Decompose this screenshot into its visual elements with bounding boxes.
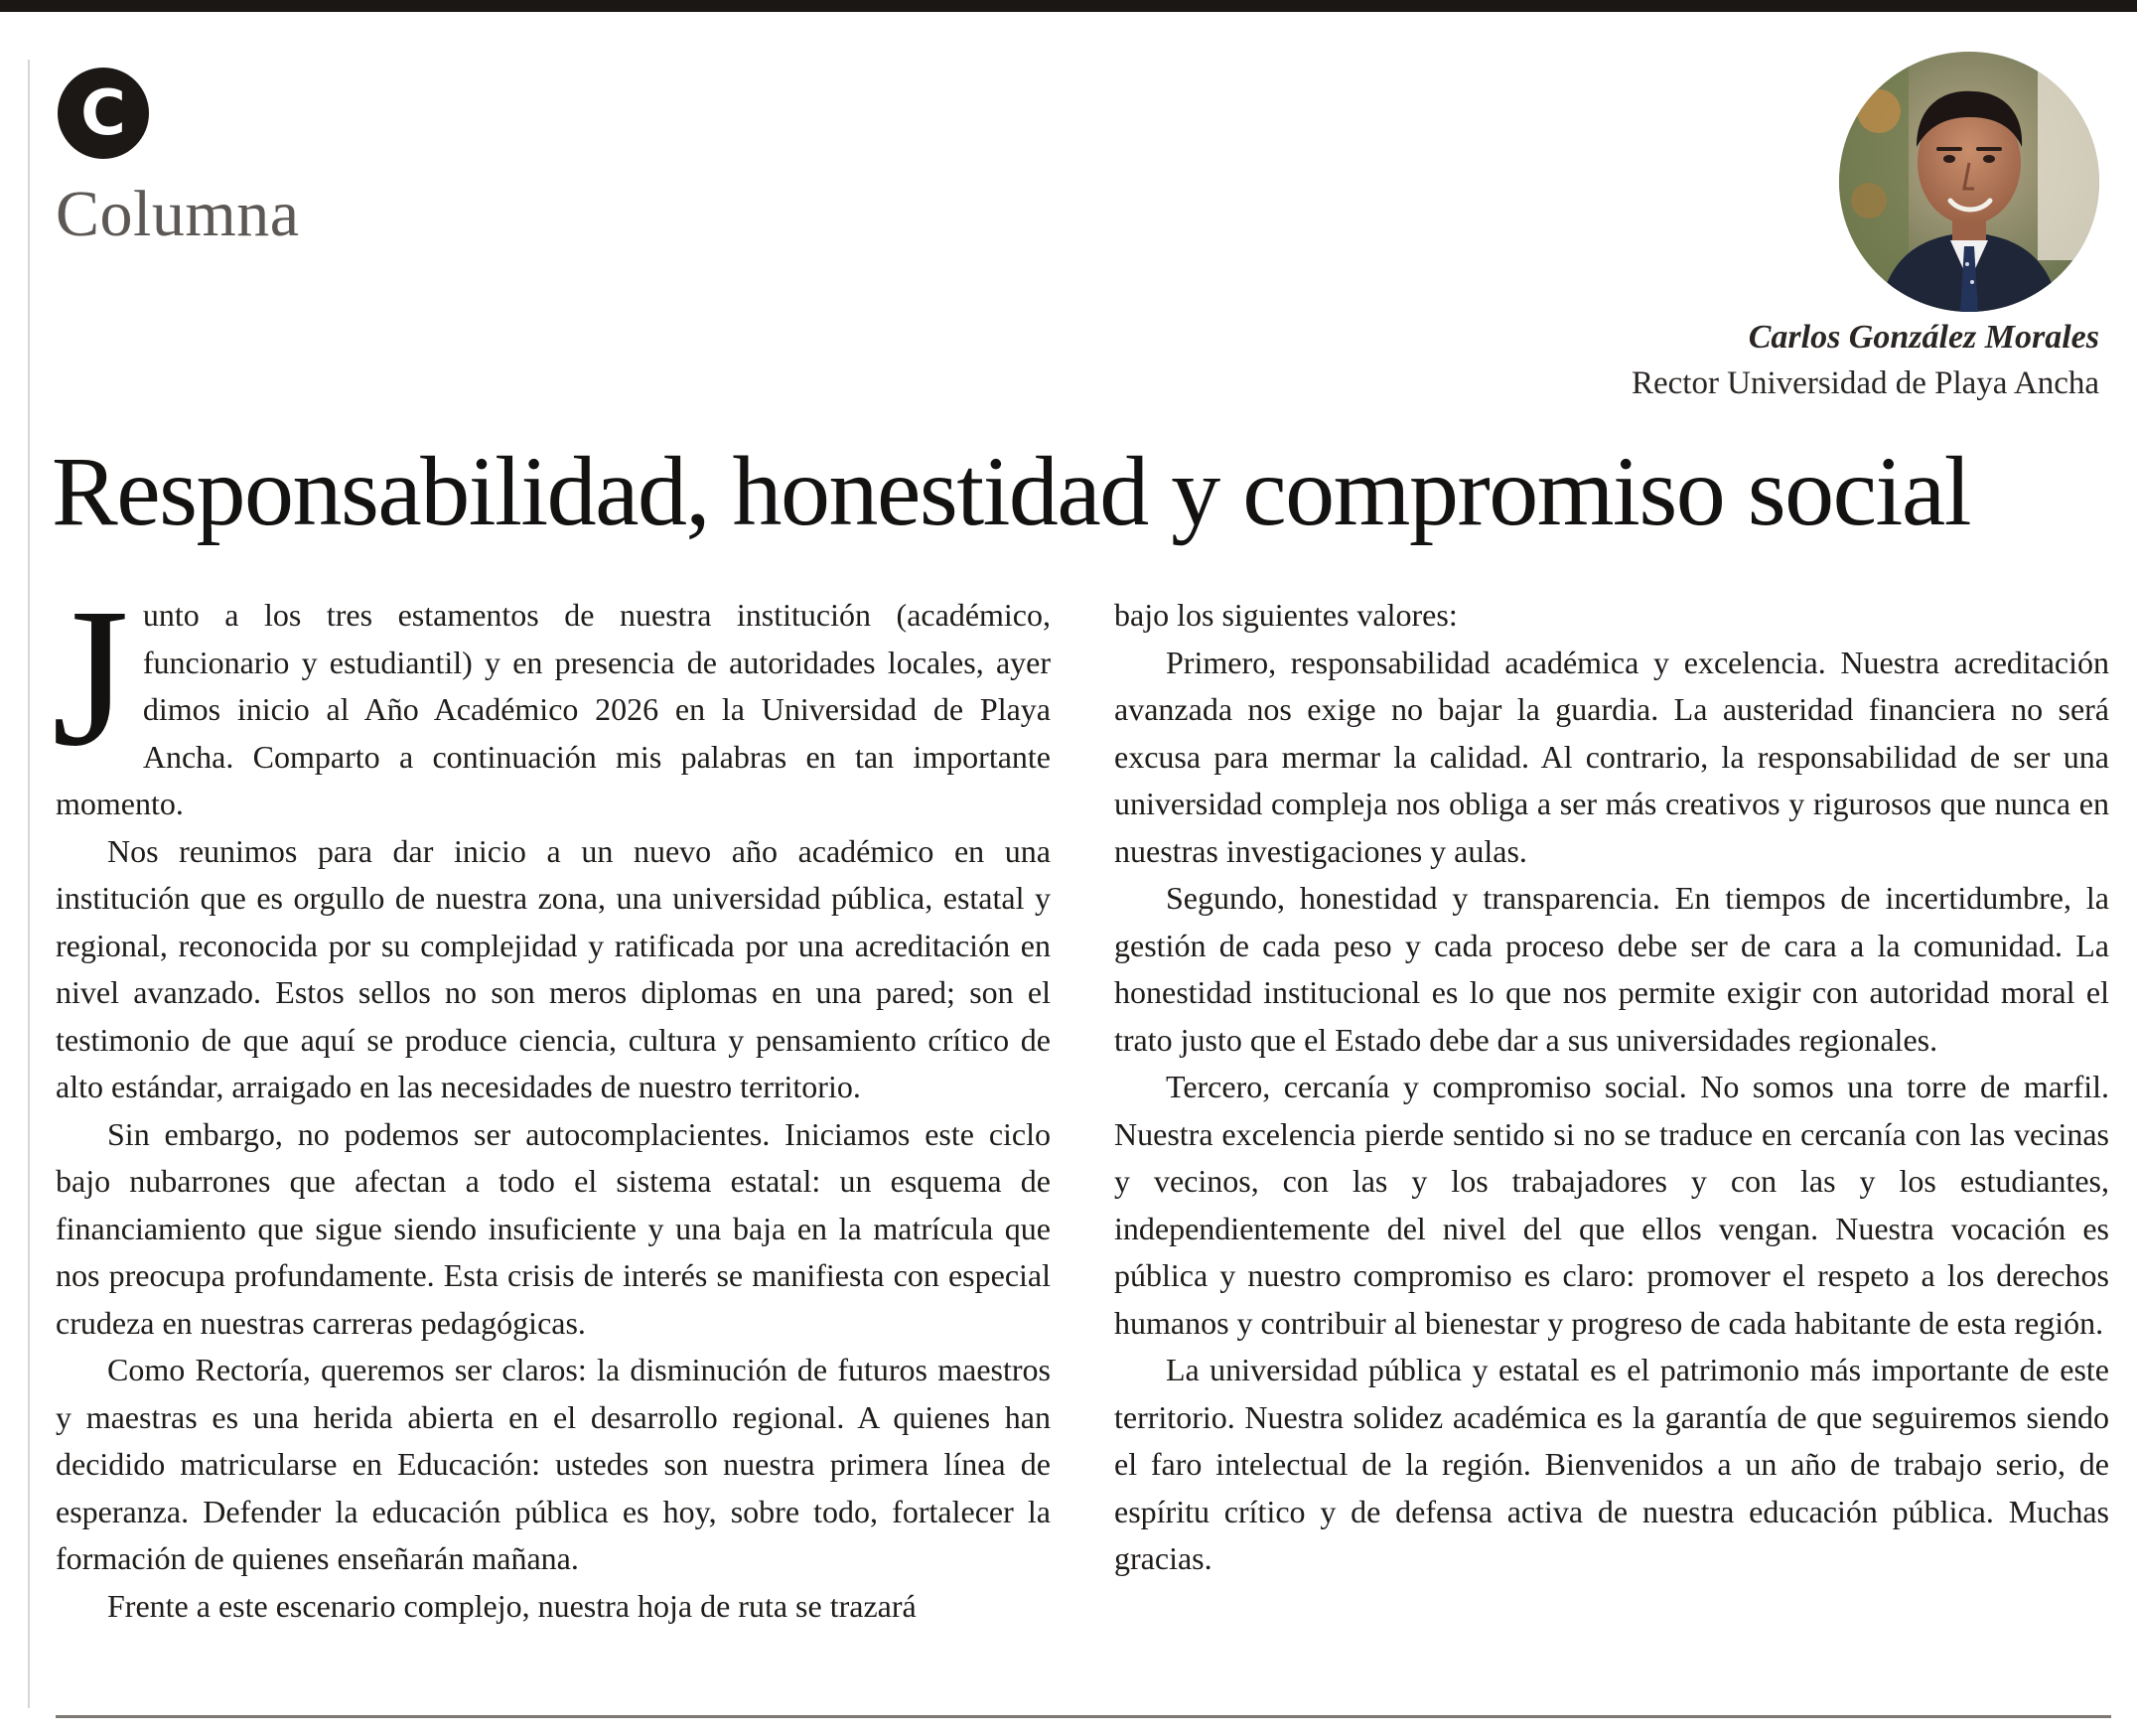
article-paragraph — [52, 568, 1051, 828]
bottom-rule — [56, 1715, 2111, 1718]
article-paragraph: La universidad pública y estatal es el patrimonio más importante de este territorio. Nuestra solidez académica es la garantía de que seguiremos siendo el faro intelectual de la región. Bienvenidos a un año de trabajo serio, de espíritu crítico y de defensa activa de nuestra educación pública. Muchas gracias. — [1114, 1352, 2109, 1576]
author-name: Carlos González Morales — [1748, 319, 2099, 356]
article-paragraph: Nos reunimos para dar inicio a un nuevo año académico en una institución que es orgullo de nuestra zona, una universidad pública, estatal y regional, reconocida por su complejidad y ratificada por una acreditación en nivel avanzado. Estos sellos no son meros diplomas en una pared; son el testimonio de que aquí se produce ciencia, cultura y pensamiento crítico de alto estándar, arraigado en las necesidades de nuestro territorio. — [56, 832, 1051, 1104]
author-role: Rector Universidad de Playa Ancha — [1631, 365, 2099, 401]
article-column-left — [52, 568, 1051, 1630]
article-paragraph: Como Rectoría, queremos ser claros: la disminución de futuros maestros y maestras es una herida abierta en el desarrollo regional. A quienes han decidido matricularse en Educación: ustedes son nuestra primera línea de esperanza. Defender la educación pública es hoy, sobre todo, fortalecer la formación de quienes enseñarán mañana. — [56, 1352, 1051, 1576]
drop-cap: J — [52, 568, 129, 788]
top-rule — [0, 0, 2137, 12]
article-paragraph: Sin embargo, no podemos ser autocomplacientes. Iniciamos este ciclo bajo nubarrones que afectan a todo el sistema estatal: un esquema de financiamiento que sigue siendo insuficiente y una baja en la matrícula que nos preocupa profundamente. Esta crisis de interés se manifiesta con especial crudeza en nuestras carreras pedagógicas. — [56, 1115, 1051, 1341]
article-paragraph: Frente a este escenario complejo, nuestra hoja de ruta se trazará — [107, 1587, 917, 1624]
author-photo — [1839, 52, 2099, 312]
paragraph-text: unto a los tres estamentos de nuestra institución (académico, funcionario y estudiantil) y en presencia de autoridades locales, ayer dimos inicio al Año Académico 2026 en la Universidad de Playa Ancha. Comparto a continuación mis palabras en tan importante momento. — [56, 597, 1051, 821]
article-column-right — [1114, 592, 2109, 1583]
article-paragraph: Primero, responsabilidad académica y excelencia. Nuestra acreditación avanzada nos exige no bajar la guardia. La austeridad financiera no será excusa para mermar la calidad. Al contrario, la responsabilidad de ser una universidad compleja nos obliga a ser más creativos y rigurosos que nunca en nuestras investigaciones y aulas. — [1114, 644, 2109, 869]
section-label: Columna — [56, 178, 300, 250]
headline: Responsabilidad, honestidad y compromiso social — [52, 436, 1970, 546]
article-paragraph: bajo los siguientes valores: — [1114, 597, 1458, 633]
article-paragraph: Segundo, honestidad y transparencia. En tiempos de incertidumbre, la gestión de cada peso y cada proceso debe ser de cara a la comunidad. La honestidad institucional es lo que nos permite exigir con autoridad moral el trato justo que el Estado debe dar a sus universidades regionales. — [1114, 880, 2109, 1058]
section-badge-icon: C — [58, 68, 149, 159]
left-margin-rule — [28, 60, 30, 1708]
author-portrait-icon — [1839, 52, 2099, 312]
article-paragraph: Tercero, cercanía y compromiso social. No somos una torre de marfil. Nuestra excelencia pierde sentido si no se traduce en cercanía con las vecinas y vecinos, con las y los trabajadores y con las y los estudiantes, independientemente del nivel del que ellos vengan. Nuestra vocación es pública y nuestro compromiso es claro: promover el respeto a los derechos humanos y contribuir al bienestar y progreso de cada habitante de esta región. — [1114, 1069, 2109, 1341]
